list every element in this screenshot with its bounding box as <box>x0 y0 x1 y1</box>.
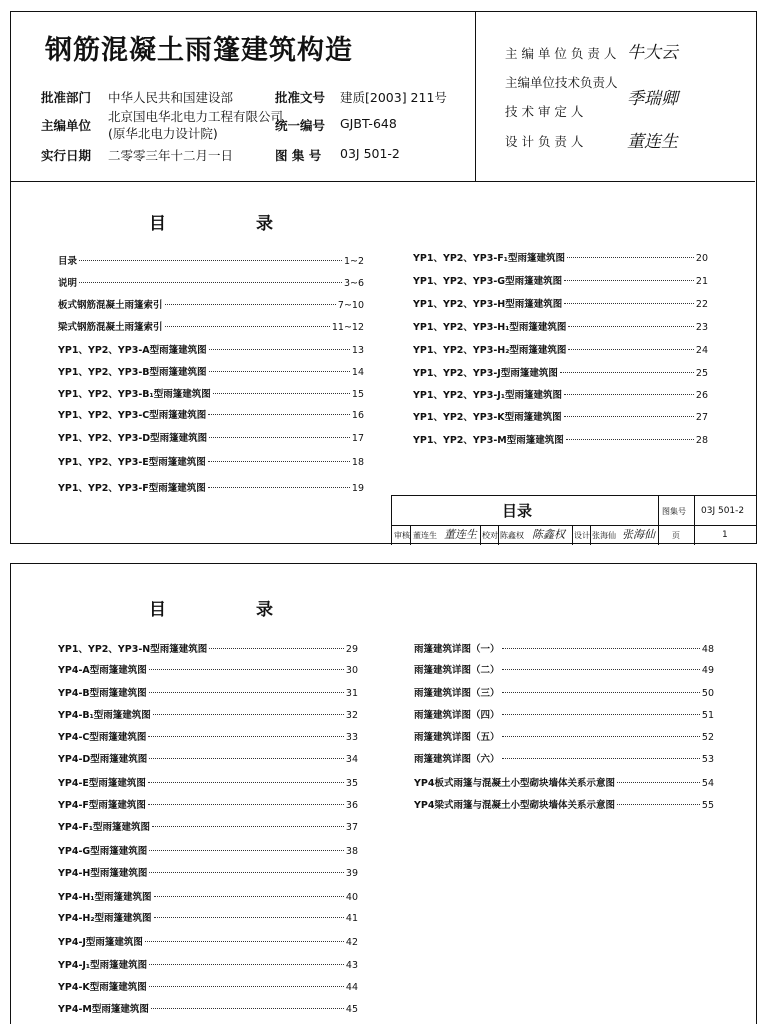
toc-leader-dots <box>149 692 344 693</box>
toc-leader-dots <box>148 736 344 737</box>
catalog-sheet-2 <box>10 563 757 1024</box>
toc-leader-dots <box>154 917 344 918</box>
toc-entry <box>58 454 364 468</box>
toc-leader-dots <box>149 986 344 987</box>
catalog-sheet-1 <box>10 11 757 544</box>
toc-entry-title: 雨篷建筑详图（三） <box>414 688 500 699</box>
toc-entry <box>58 407 364 421</box>
toc-entry-title: YP4-F型雨篷建筑图 <box>58 800 146 811</box>
toc-leader-dots <box>564 416 694 417</box>
toc-entry-page: 33 <box>345 732 358 743</box>
toc-entry-page: 40 <box>345 892 358 903</box>
toc-entry-title: YP4-M型雨篷建筑图 <box>58 1004 149 1015</box>
toc-heading-right: 录 <box>256 600 273 620</box>
tb-page-label: 页 <box>672 531 680 540</box>
toc-leader-dots <box>148 782 344 783</box>
toc-entry-page: 23 <box>695 322 708 333</box>
toc-entry-title: YP4-J₁型雨篷建筑图 <box>58 960 148 971</box>
approval-doc-label: 批准文号 <box>275 90 326 105</box>
toc-entry-page: 7~10 <box>337 300 364 311</box>
cover-header <box>11 12 755 182</box>
toc-entry-title: YP1、YP2、YP3-B₁型雨篷建筑图 <box>58 389 211 400</box>
toc-entry-page: 53 <box>701 754 714 765</box>
toc-entry-title: YP4板式雨篷与混凝土小型砌块墙体关系示意图 <box>414 778 615 789</box>
tb-design-name: 张海仙 <box>592 531 616 540</box>
atlas-no-label: 图 集 号 <box>275 148 322 163</box>
responsible-role-4: 设 计 负 责 人 <box>505 134 584 149</box>
tb-atlas-no: 03J 501-2 <box>701 506 745 516</box>
toc-entry <box>414 641 714 655</box>
toc-entry-page: 38 <box>345 846 358 857</box>
editor-line2: (原华北电力设计院) <box>108 126 218 141</box>
toc-leader-dots <box>502 669 700 670</box>
toc-entry-page: 54 <box>701 778 714 789</box>
tb-page-no: 1 <box>722 530 728 540</box>
toc-entry-title: YP1、YP2、YP3-E型雨篷建筑图 <box>58 457 206 468</box>
toc-heading-right: 录 <box>256 214 273 234</box>
toc-leader-dots <box>502 758 700 759</box>
toc-entry-page: 45 <box>345 1004 358 1015</box>
toc-entry <box>58 797 358 811</box>
toc-entry-title: YP1、YP2、YP3-H型雨篷建筑图 <box>413 299 563 310</box>
toc-entry <box>413 250 708 264</box>
toc-entry <box>58 430 364 444</box>
toc-leader-dots <box>149 964 344 965</box>
toc-entry-page: 41 <box>345 913 358 924</box>
toc-entry-title: YP1、YP2、YP3-F₁型雨篷建筑图 <box>413 253 565 264</box>
toc-entry <box>58 253 364 267</box>
tb-divider <box>658 496 659 525</box>
tb-check-label: 校对 <box>482 531 498 540</box>
toc-entry-page: 26 <box>695 390 708 401</box>
toc-entry-page: 22 <box>695 299 708 310</box>
toc-entry-page: 19 <box>351 483 364 494</box>
toc-leader-dots <box>564 394 694 395</box>
toc-entry-page: 16 <box>351 410 364 421</box>
toc-leader-dots <box>154 896 344 897</box>
approval-doc: 建质[2003] 211号 <box>340 90 447 105</box>
toc-leader-dots <box>209 371 350 372</box>
signature-1: 牛大云 <box>627 43 678 63</box>
toc-entry-title: 雨篷建筑详图（五） <box>414 732 500 743</box>
toc-leader-dots <box>213 393 350 394</box>
toc-leader-dots <box>208 461 350 462</box>
responsible-role-2: 主编单位技术负责人 <box>505 75 618 90</box>
toc-entry <box>58 275 364 289</box>
toc-entry-page: 17 <box>351 433 364 444</box>
toc-leader-dots <box>149 669 344 670</box>
toc-entry-page: 27 <box>695 412 708 423</box>
toc-entry <box>413 319 708 333</box>
approval-dept: 中华人民共和国建设部 <box>108 90 234 105</box>
toc-leader-dots <box>209 437 350 438</box>
signature-4: 董连生 <box>627 132 678 152</box>
toc-leader-dots <box>152 826 344 827</box>
toc-entry-page: 35 <box>345 778 358 789</box>
toc-entry <box>414 729 714 743</box>
toc-entry-page: 48 <box>701 644 714 655</box>
toc-leader-dots <box>165 304 336 305</box>
tb-divider <box>590 525 591 545</box>
toc-entry-page: 25 <box>695 368 708 379</box>
tb-check-name: 陈鑫权 <box>500 531 524 540</box>
toc-leader-dots <box>564 303 694 304</box>
toc-entry-title: YP4-H型雨篷建筑图 <box>58 868 148 879</box>
toc-entry-title: 板式钢筋混凝土雨篷索引 <box>58 300 163 311</box>
toc-leader-dots <box>149 758 344 759</box>
toc-leader-dots <box>502 714 700 715</box>
tb-divider <box>498 525 499 545</box>
effective-date: 二零零三年十二月一日 <box>108 148 234 163</box>
toc-entry-page: 14 <box>351 367 364 378</box>
toc-leader-dots <box>209 648 344 649</box>
toc-entry <box>58 641 358 655</box>
toc-entry-title: YP1、YP2、YP3-D型雨篷建筑图 <box>58 433 208 444</box>
toc-entry-page: 24 <box>695 345 708 356</box>
title-block-row1 <box>392 496 756 526</box>
toc-entry-page: 11~12 <box>331 322 364 333</box>
toc-entry <box>414 685 714 699</box>
unified-no-label: 统一编号 <box>275 118 326 133</box>
tb-review-name: 董连生 <box>413 531 437 540</box>
toc-entry <box>58 865 358 879</box>
toc-entry <box>413 296 708 310</box>
atlas-title: 钢筋混凝土雨篷建筑构造 <box>45 35 353 66</box>
title-block <box>391 495 756 545</box>
toc-entry-title: YP4-K型雨篷建筑图 <box>58 982 147 993</box>
toc-entry-title: YP4-B₁型雨篷建筑图 <box>58 710 151 721</box>
toc-entry <box>58 934 358 948</box>
toc-entry-title: YP4-F₁型雨篷建筑图 <box>58 822 151 833</box>
editor-label: 主编单位 <box>41 118 92 133</box>
toc-entry <box>58 751 358 765</box>
toc-entry-page: 55 <box>701 800 714 811</box>
responsible-role-1: 主 编 单 位 负 责 人 <box>505 46 617 61</box>
toc-entry-title: YP1、YP2、YP3-J型雨篷建筑图 <box>413 368 558 379</box>
toc-leader-dots <box>617 804 700 805</box>
atlas-no: 03J 501-2 <box>340 146 400 161</box>
toc-entry-page: 44 <box>345 982 358 993</box>
toc-heading-left: 目 <box>149 600 166 620</box>
editor-line1: 北京国电华北电力工程有限公司 <box>108 109 284 124</box>
tb-review-signature: 董连生 <box>444 528 477 541</box>
toc-leader-dots <box>153 714 344 715</box>
toc-entry <box>414 751 714 765</box>
toc-leader-dots <box>209 349 350 350</box>
toc-leader-dots <box>564 280 694 281</box>
toc-entry-page: 42 <box>345 937 358 948</box>
toc-entry-page: 15 <box>351 389 364 400</box>
toc-leader-dots <box>151 1008 344 1009</box>
effective-label: 实行日期 <box>41 148 92 163</box>
tb-review-label: 审核 <box>394 531 410 540</box>
toc-entry <box>58 889 358 903</box>
toc-entry <box>58 729 358 743</box>
toc-entry <box>413 432 708 446</box>
toc-entry-title: YP1、YP2、YP3-G型雨篷建筑图 <box>413 276 563 287</box>
toc-entry <box>414 797 714 811</box>
toc-entry-title: 雨篷建筑详图（六） <box>414 754 500 765</box>
toc-entry-page: 13 <box>351 345 364 356</box>
toc-entry-page: 21 <box>695 276 708 287</box>
tb-check-signature: 陈鑫权 <box>532 528 565 541</box>
toc-entry <box>58 297 364 311</box>
toc-heading-left: 目 <box>149 214 166 234</box>
toc-leader-dots <box>145 941 344 942</box>
toc-entry-title: YP4-C型雨篷建筑图 <box>58 732 147 743</box>
toc-entry-page: 37 <box>345 822 358 833</box>
toc-entry <box>58 480 364 494</box>
toc-leader-dots <box>617 782 700 783</box>
toc-entry-title: YP1、YP2、YP3-H₁型雨篷建筑图 <box>413 322 567 333</box>
toc-leader-dots <box>568 326 693 327</box>
toc-entry-title: YP1、YP2、YP3-K型雨篷建筑图 <box>413 412 562 423</box>
toc-leader-dots <box>165 326 330 327</box>
toc-entry-title: 目录 <box>58 256 78 267</box>
toc-entry-page: 39 <box>345 868 358 879</box>
toc-entry <box>58 364 364 378</box>
toc-entry-page: 1~2 <box>343 256 364 267</box>
toc-entry-title: YP4梁式雨篷与混凝土小型砌块墙体关系示意图 <box>414 800 615 811</box>
toc-leader-dots <box>148 804 344 805</box>
toc-entry <box>414 662 714 676</box>
toc-entry-title: 雨篷建筑详图（二） <box>414 665 500 676</box>
toc-entry-title: 说明 <box>58 278 78 289</box>
toc-entry-title: YP1、YP2、YP3-C型雨篷建筑图 <box>58 410 207 421</box>
toc-entry-title: YP4-H₁型雨篷建筑图 <box>58 892 152 903</box>
toc-leader-dots <box>566 439 694 440</box>
toc-entry-page: 31 <box>345 688 358 699</box>
toc-entry <box>58 775 358 789</box>
toc-entry-title: YP4-B型雨篷建筑图 <box>58 688 147 699</box>
toc-entry <box>58 1001 358 1015</box>
toc-entry <box>58 843 358 857</box>
tb-divider <box>658 525 659 545</box>
toc-entry <box>413 409 708 423</box>
header-divider <box>475 12 476 181</box>
toc-entry <box>58 957 358 971</box>
toc-entry-page: 36 <box>345 800 358 811</box>
toc-entry-title: 雨篷建筑详图（一） <box>414 644 500 655</box>
tb-design-signature: 张海仙 <box>622 528 655 541</box>
approval-dept-label: 批准部门 <box>41 90 92 105</box>
toc-entry-page: 32 <box>345 710 358 721</box>
signature-2: 季瑞卿 <box>627 89 678 109</box>
toc-entry-page: 30 <box>345 665 358 676</box>
toc-entry-title: YP4-E型雨篷建筑图 <box>58 778 146 789</box>
toc-entry-title: YP1、YP2、YP3-H₂型雨篷建筑图 <box>413 345 567 356</box>
toc-entry-page: 18 <box>351 457 364 468</box>
toc-leader-dots <box>502 736 700 737</box>
toc-entry-title: YP1、YP2、YP3-B型雨篷建筑图 <box>58 367 207 378</box>
toc-entry <box>58 910 358 924</box>
toc-entry <box>58 319 364 333</box>
toc-entry <box>414 775 714 789</box>
toc-entry-title: YP1、YP2、YP3-F型雨篷建筑图 <box>58 483 206 494</box>
toc-entry-title: YP1、YP2、YP3-J₁型雨篷建筑图 <box>413 390 562 401</box>
toc-entry-page: 29 <box>345 644 358 655</box>
toc-leader-dots <box>208 487 350 488</box>
toc-entry-page: 43 <box>345 960 358 971</box>
toc-entry-page: 34 <box>345 754 358 765</box>
toc-entry-title: YP1、YP2、YP3-N型雨篷建筑图 <box>58 644 208 655</box>
toc-leader-dots <box>149 872 344 873</box>
tb-divider <box>572 525 573 545</box>
toc-entry <box>413 387 708 401</box>
toc-entry-page: 28 <box>695 435 708 446</box>
toc-leader-dots <box>149 850 344 851</box>
tb-divider <box>410 525 411 545</box>
toc-entry-page: 52 <box>701 732 714 743</box>
toc-leader-dots <box>79 260 342 261</box>
toc-entry <box>413 273 708 287</box>
toc-entry <box>413 342 708 356</box>
tb-divider <box>480 525 481 545</box>
tb-design-label: 设计 <box>574 531 590 540</box>
toc-leader-dots <box>79 282 342 283</box>
toc-entry-title: 雨篷建筑详图（四） <box>414 710 500 721</box>
toc-entry-title: 梁式钢筋混凝土雨篷索引 <box>58 322 163 333</box>
title-block-title: 目录 <box>502 502 533 520</box>
toc-leader-dots <box>560 372 694 373</box>
toc-leader-dots <box>502 692 700 693</box>
toc-entry <box>58 386 364 400</box>
unified-no: GJBT-648 <box>340 116 397 131</box>
toc-entry-title: YP4-G型雨篷建筑图 <box>58 846 148 857</box>
toc-entry-title: YP4-A型雨篷建筑图 <box>58 665 147 676</box>
toc-entry <box>414 707 714 721</box>
toc-entry <box>58 342 364 356</box>
toc-entry <box>413 365 708 379</box>
toc-entry-title: YP4-H₂型雨篷建筑图 <box>58 913 152 924</box>
toc-leader-dots <box>568 349 693 350</box>
toc-entry-page: 50 <box>701 688 714 699</box>
toc-entry-title: YP1、YP2、YP3-A型雨篷建筑图 <box>58 345 207 356</box>
toc-entry-title: YP4-D型雨篷建筑图 <box>58 754 148 765</box>
toc-leader-dots <box>567 257 694 258</box>
toc-entry-page: 51 <box>701 710 714 721</box>
toc-entry-page: 20 <box>695 253 708 264</box>
toc-entry-title: YP1、YP2、YP3-M型雨篷建筑图 <box>413 435 564 446</box>
toc-entry <box>58 707 358 721</box>
toc-entry-page: 3~6 <box>343 278 364 289</box>
toc-entry <box>58 662 358 676</box>
toc-leader-dots <box>502 648 700 649</box>
toc-entry-title: YP4-J型雨篷建筑图 <box>58 937 143 948</box>
toc-entry-page: 49 <box>701 665 714 676</box>
tb-divider <box>694 496 695 545</box>
toc-entry <box>58 819 358 833</box>
responsible-role-3: 技 术 审 定 人 <box>505 104 584 119</box>
toc-entry <box>58 979 358 993</box>
tb-atlas-label: 图集号 <box>662 507 686 516</box>
toc-entry <box>58 685 358 699</box>
toc-leader-dots <box>208 414 350 415</box>
